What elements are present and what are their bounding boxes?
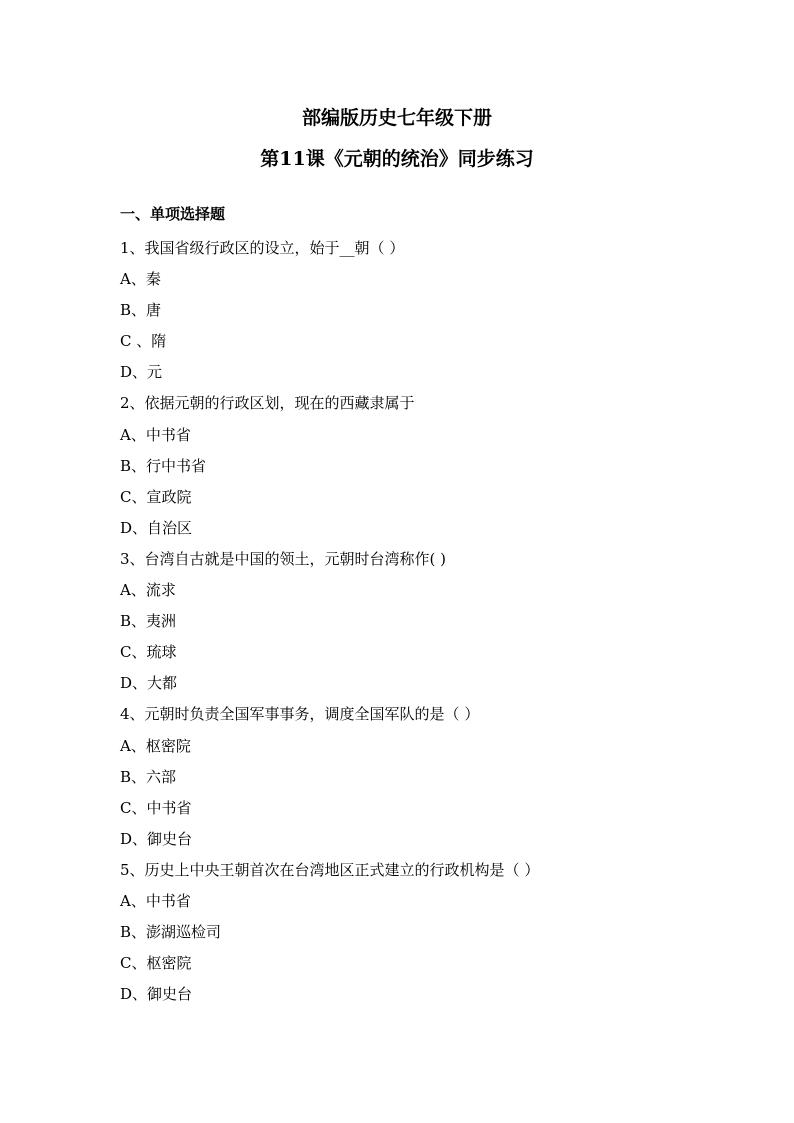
answer-option: C、枢密院 [120,954,192,973]
answer-option: C、中书省 [120,798,192,817]
answer-option: A、枢密院 [120,736,191,755]
answer-option: A、中书省 [120,891,191,910]
answer-option: A、流求 [120,581,176,600]
answer-option: B、六部 [120,767,177,786]
answer-option: D、大都 [120,674,178,693]
answer-option: B、夷洲 [120,612,177,631]
answer-option: D、御史台 [120,829,193,848]
question-stem: 3、台湾自古就是中国的领土，元朝时台湾称作( ) [120,549,447,568]
question-stem: 4、元朝时负责全国军事事务，调度全国军队的是（ ） [120,705,480,724]
answer-option: A、中书省 [120,425,191,444]
question-list [120,236,720,1013]
lesson-title: 第11课《元朝的统治》同步练习 [260,148,534,170]
question-stem: 2、依据元朝的行政区划，现在的西藏隶属于 [120,394,415,413]
answer-option: B、唐 [120,301,162,320]
answer-option: C 、隋 [120,332,167,351]
answer-option: C、宣政院 [120,487,192,506]
answer-option: B、澎湖巡检司 [120,923,222,942]
answer-option: D、元 [120,363,163,382]
answer-option: D、自治区 [120,518,193,537]
question-stem: 5、历史上中央王朝首次在台湾地区正式建立的行政机构是（ ） [120,860,540,879]
answer-option: B、行中书省 [120,456,207,475]
answer-option: A、秦 [120,270,161,289]
answer-option: D、御史台 [120,985,193,1004]
section-heading: 一、单项选择题 [120,205,226,223]
answer-option: C、琉球 [120,643,177,662]
question-stem: 1、我国省级行政区的设立，始于__朝（ ） [120,239,405,257]
document-title: 部编版历史七年级下册 [301,107,492,129]
